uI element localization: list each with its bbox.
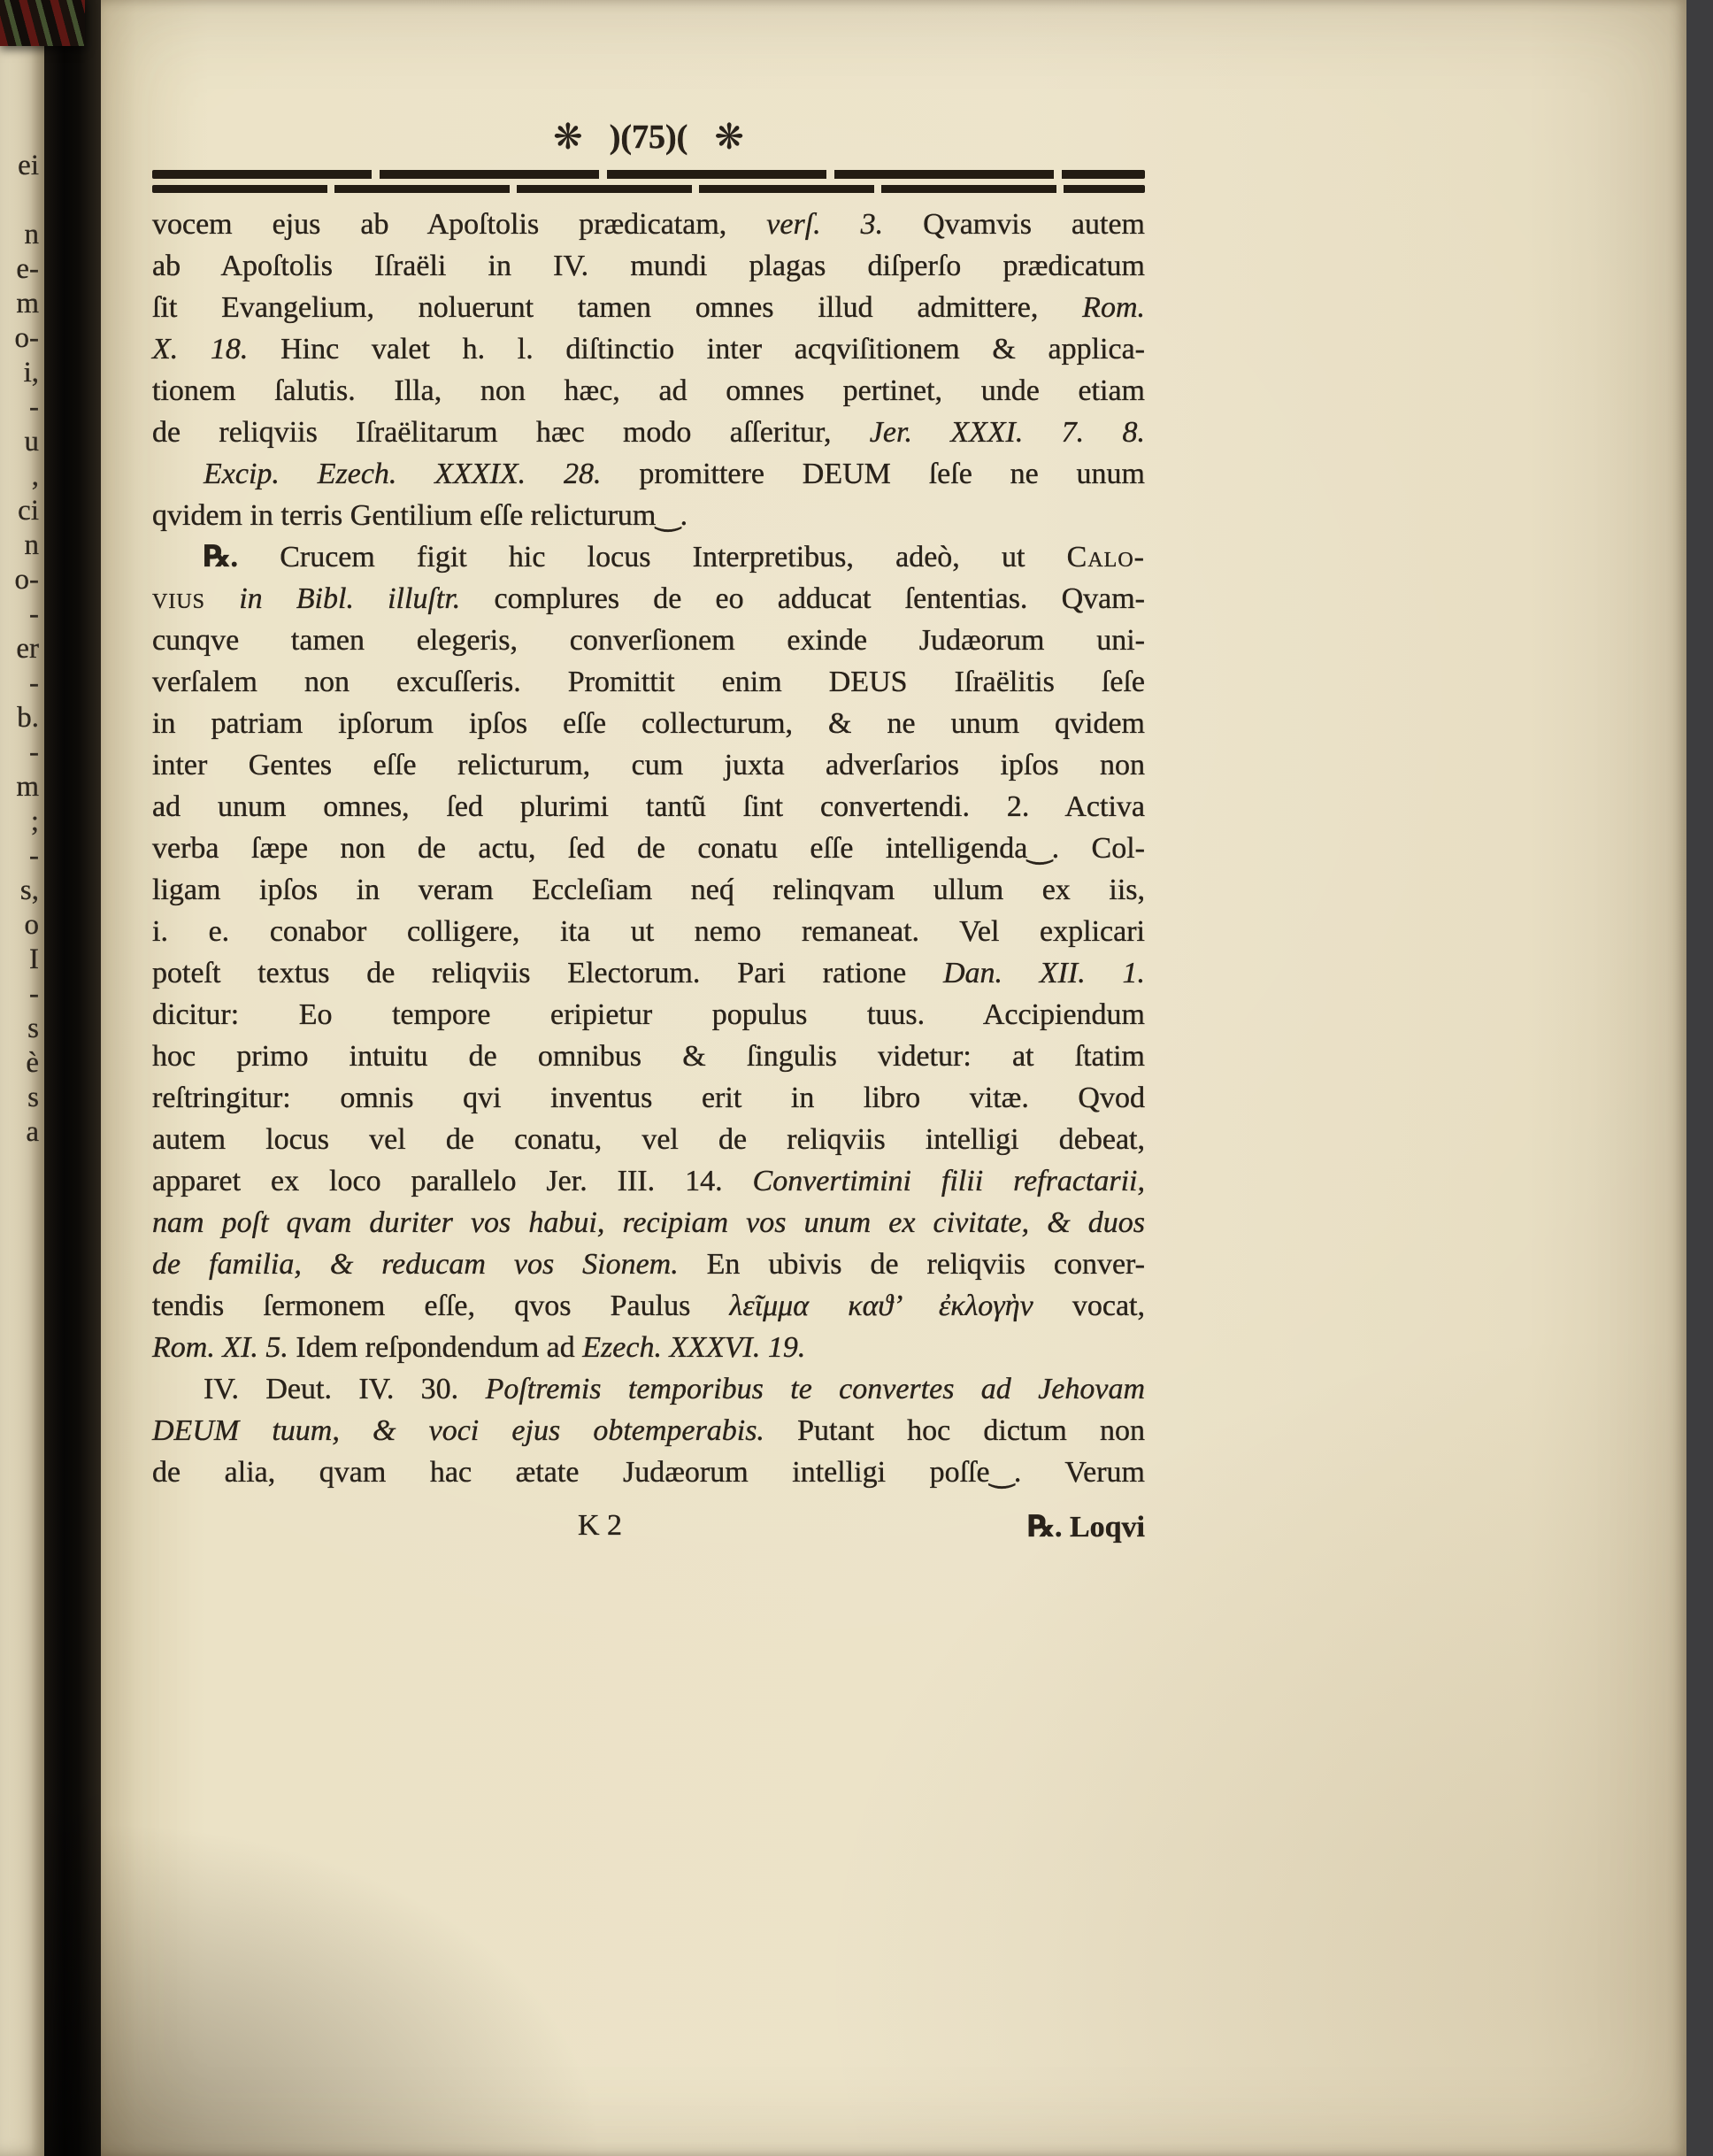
text-segment: qvidem in terris Gentilium eſſe relicturum‿. xyxy=(152,499,688,532)
text-segment: tendis ſermonem eſſe, qvos Paulus xyxy=(152,1290,730,1322)
facing-page-line-fragment: - xyxy=(29,736,39,768)
facing-page-line-fragment: e- xyxy=(16,253,39,285)
facing-page-line-fragment: ; xyxy=(30,805,39,837)
text-segment: Excip. Ezech. XXXIX. 28. xyxy=(204,458,602,490)
facing-page-line-fragment xyxy=(0,183,39,218)
text-segment: hoc primo intuitu de omnibus & ſingulis videtur: at ſtatim xyxy=(152,1040,1145,1073)
facing-page-line-fragment: s, xyxy=(19,874,39,906)
facing-page-line-fragment: o- xyxy=(14,564,39,596)
text-segment: Hinc valet h. l. diſtinctio inter acqviſitionem & applica- xyxy=(248,333,1145,366)
text-segment: in Bibl. illuſtr. xyxy=(239,582,461,615)
facing-page-line-fragment: o xyxy=(24,909,39,941)
facing-page-line-fragment: - xyxy=(29,978,39,1010)
text-segment: verba ſæpe non de actu, ſed de conatu eſſe intelligenda‿. Col- xyxy=(152,832,1145,865)
text-segment: Qvamvis autem xyxy=(883,208,1145,241)
text-segment: tionem ſalutis. Illa, non hæc, ad omnes pertinet, unde etiam xyxy=(152,374,1145,407)
text-line xyxy=(152,412,1145,453)
rule-bar-top xyxy=(152,170,1145,179)
text-segment: reſtringitur: omnis qvi inventus erit in libro vitæ. Qvod xyxy=(152,1082,1145,1114)
facing-page-line-fragment: o- xyxy=(14,322,39,354)
text-line xyxy=(152,744,1145,786)
facing-page-line-fragment: u xyxy=(24,426,39,458)
text-segment: Poſtremis temporibus te convertes ad Jehovam xyxy=(485,1373,1146,1405)
text-segment: verſalem non excuſſeris. Promittit enim DEUS Iſraëlitis ſeſe xyxy=(152,666,1145,698)
asterisk-ornament-icon: ❋ xyxy=(553,117,583,158)
facing-page-line-fragment: ci xyxy=(18,495,39,527)
facing-page-line-fragment: , xyxy=(31,460,39,492)
text-segment: ab Apoſtolis Iſraëli in IV. mundi plagas diſperſo prædicatum xyxy=(152,250,1145,282)
text-segment: nam poſt qvam duriter vos habui, recipiam vos unum ex civitate, & duos xyxy=(152,1206,1145,1239)
header-rule xyxy=(152,170,1145,193)
text-line xyxy=(152,661,1145,703)
signature-mark: K 2 xyxy=(577,1509,623,1542)
facing-page-line-fragment: er xyxy=(16,633,39,665)
book-page xyxy=(101,0,1686,2156)
text-segment: autem locus vel de conatu, vel de reliqviis intelligi debeat, xyxy=(152,1123,1145,1156)
catchword: ℞. Loqvi xyxy=(1027,1511,1145,1544)
facing-page-line-fragment: n xyxy=(24,219,39,250)
text-segment: IV. Deut. IV. 30. xyxy=(204,1373,486,1405)
text-segment: Crucem figit hic locus Interpretibus, adeò, ut xyxy=(237,541,1067,574)
text-segment: de reliqviis Iſraëlitarum hæc modo aſſeritur, xyxy=(152,416,870,449)
facing-page-line-fragment: - xyxy=(29,391,39,423)
text-segment: En ubivis de reliqviis conver- xyxy=(678,1248,1145,1281)
text-line xyxy=(152,1244,1145,1285)
text-segment: Rom. xyxy=(1082,291,1145,324)
text-segment: verſ. 3. xyxy=(766,208,884,241)
text-line xyxy=(152,245,1145,287)
text-line xyxy=(152,204,1145,245)
text-segment: ligam ipſos in veram Eccleſiam neq́ relinqvam ullum ex iis, xyxy=(152,874,1145,906)
text-segment: Convertimini filii refractarii, xyxy=(752,1165,1146,1197)
text-line xyxy=(152,1077,1145,1119)
text-segment: apparet ex loco parallelo Jer. III. 14. xyxy=(152,1165,753,1197)
text-segment: DEUM tuum, & voci ejus obtemperabis. xyxy=(152,1414,764,1447)
text-line xyxy=(152,1160,1145,1202)
text-segment: de alia, qvam hac ætate Judæorum intelligi poſſe‿. Verum xyxy=(152,1456,1145,1489)
text-segment xyxy=(205,582,239,615)
page-footer xyxy=(152,1509,1145,1551)
text-line xyxy=(152,911,1145,952)
text-line xyxy=(152,1410,1145,1451)
text-segment: complures de eo adducat ſententias. Qvam- xyxy=(460,582,1146,615)
facing-page-line-fragment: b. xyxy=(17,702,39,734)
facing-page-line-fragment: a xyxy=(26,1116,39,1148)
text-segment: Jer. XXXI. 7. 8. xyxy=(869,416,1145,449)
text-line xyxy=(152,786,1145,828)
text-segment: Calo- xyxy=(1066,541,1145,574)
text-segment: i. e. conabor colligere, ita ut nemo remaneat. Vel explicari xyxy=(152,915,1145,948)
text-segment: in patriam ipſorum ipſos eſſe collecturum, & ne unum qvidem xyxy=(152,707,1145,740)
text-segment: de familia, & reducam vos Sionem. xyxy=(152,1248,679,1281)
rule-bar-bottom xyxy=(152,185,1145,193)
facing-page-edge xyxy=(0,0,44,2156)
text-segment: inter Gentes eſſe relicturum, cum juxta adverſarios ipſos non xyxy=(152,749,1145,782)
binding-endband xyxy=(0,0,85,46)
text-segment: Dan. XII. 1. xyxy=(942,957,1145,989)
text-line xyxy=(152,952,1145,994)
text-segment: vius xyxy=(152,582,206,615)
text-segment: Putant hoc dictum non xyxy=(764,1414,1145,1447)
text-segment: vocem ejus ab Apoſtolis prædicatam, xyxy=(152,208,767,241)
asterisk-ornament-icon: ❋ xyxy=(714,117,744,158)
text-segment: cunqve tamen elegeris, converſionem exinde Judæorum uni- xyxy=(152,624,1145,657)
text-line xyxy=(152,1327,1145,1368)
text-line xyxy=(152,620,1145,661)
text-line xyxy=(152,1036,1145,1077)
text-line xyxy=(152,869,1145,911)
binding-gutter-shadow xyxy=(44,0,101,2156)
text-segment: X. 18. xyxy=(152,333,249,366)
facing-page-line-fragment: - xyxy=(29,840,39,872)
text-line xyxy=(152,578,1145,620)
text-segment: dicitur: Eo tempore eripietur populus tuus. Accipiendum xyxy=(152,998,1145,1031)
text-line xyxy=(152,1285,1145,1327)
text-segment: ſit Evangelium, noluerunt tamen omnes illud admittere, xyxy=(152,291,1083,324)
text-line xyxy=(152,1451,1145,1493)
text-segment: promittere DEUM ſeſe ne unum xyxy=(601,458,1145,490)
text-line xyxy=(152,536,1145,578)
text-segment: poteſt textus de reliqviis Electorum. Pari ratione xyxy=(152,957,943,989)
page-number: )(75)( xyxy=(609,119,688,156)
text-segment: ℞. xyxy=(204,541,238,574)
text-line xyxy=(152,703,1145,744)
text-line xyxy=(152,1368,1145,1410)
text-line xyxy=(152,287,1145,328)
text-line xyxy=(152,495,1145,536)
text-segment: Idem reſpondendum ad xyxy=(288,1331,583,1364)
facing-page-line-fragment: i, xyxy=(23,357,39,389)
facing-page-line-fragment: s xyxy=(27,1082,39,1113)
text-segment: ad unum omnes, ſed plurimi tantũ ſint convertendi. 2. Activa xyxy=(152,790,1145,823)
text-segment: λεῖμμα καϑ’ ἐκλογὴν xyxy=(729,1290,1033,1322)
facing-page-line-fragment: I xyxy=(29,943,39,975)
text-line xyxy=(152,328,1145,370)
text-segment: Ezech. XXXVI. 19. xyxy=(582,1331,806,1364)
facing-page-line-fragment: m xyxy=(16,288,39,320)
text-line xyxy=(152,994,1145,1036)
facing-page-line-fragment: - xyxy=(29,598,39,630)
text-line xyxy=(152,828,1145,869)
facing-page-line-fragment: - xyxy=(29,667,39,699)
facing-page-fragments xyxy=(0,149,39,1150)
page-header xyxy=(152,117,1145,158)
text-segment: vocat, xyxy=(1033,1290,1145,1322)
text-segment: Rom. XI. 5. xyxy=(152,1331,288,1364)
text-line xyxy=(152,1202,1145,1244)
text-line xyxy=(152,1119,1145,1160)
text-area xyxy=(152,0,1145,1551)
text-block xyxy=(152,204,1145,1493)
text-line xyxy=(152,370,1145,412)
facing-page-line-fragment: m xyxy=(16,771,39,803)
facing-page-line-fragment: ei xyxy=(18,150,39,181)
facing-page-line-fragment: s xyxy=(27,1013,39,1044)
text-line xyxy=(152,453,1145,495)
facing-page-line-fragment: è xyxy=(26,1047,39,1079)
facing-page-line-fragment: n xyxy=(24,529,39,561)
